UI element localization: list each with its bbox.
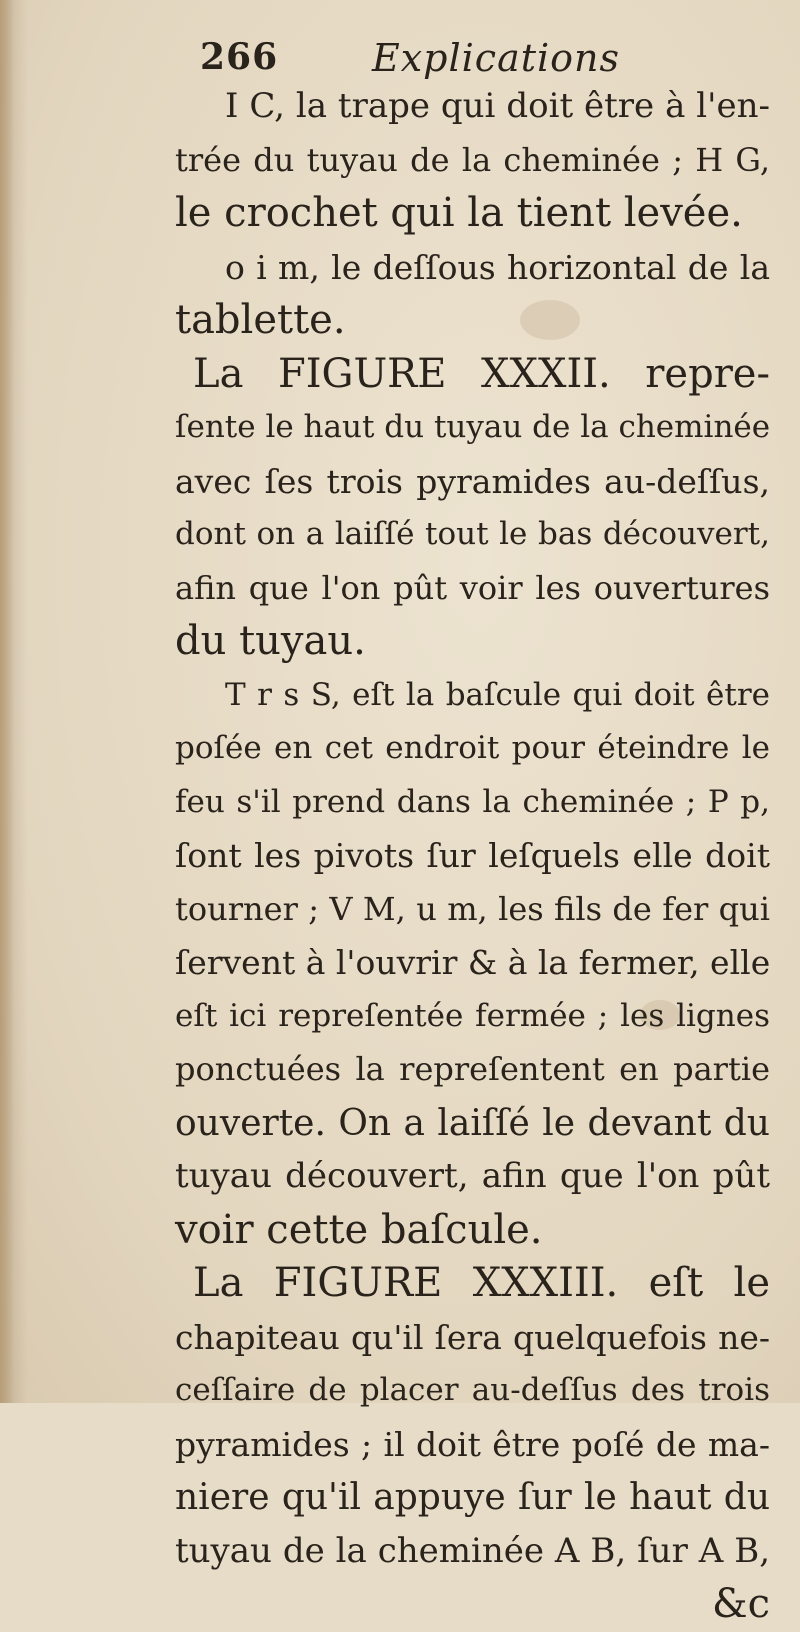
page-gutter-shadow bbox=[0, 0, 14, 1403]
figure-heading-line: La FIGURE XXXIII. eſt le bbox=[193, 1260, 770, 1306]
text-line: le crochet qui la tient levée. bbox=[175, 190, 743, 236]
text-line: tablette. bbox=[175, 297, 346, 343]
text-line: du tuyau. bbox=[175, 618, 366, 664]
text-line: eſt ici repreſentée fermée ; les lignes bbox=[175, 997, 770, 1034]
text-line: o i m, le deſſous horizontal de la bbox=[225, 247, 770, 287]
running-title: Explications bbox=[372, 36, 621, 80]
text-line: feu s'il prend dans la cheminée ; P p, bbox=[175, 783, 770, 820]
text-line: ponctuées la repreſentent en partie bbox=[175, 1050, 770, 1088]
text-line: ouverte. On a laiſſé le devant du bbox=[175, 1102, 770, 1144]
text-line: ſont les pivots ſur leſquels elle doit bbox=[175, 836, 770, 875]
text-line: voir cette baſcule. bbox=[175, 1206, 543, 1253]
text-line: tuyau découvert, afin que l'on pût bbox=[175, 1156, 770, 1196]
text-line: I C, la trape qui doit être à l'en- bbox=[225, 86, 770, 126]
catchword: &c bbox=[711, 1581, 770, 1627]
text-line: ſervent à l'ouvrir & à la fermer, elle bbox=[175, 943, 771, 982]
text-line: pyramides ; il doit être poſé de ma- bbox=[175, 1424, 770, 1464]
page-number: 266 bbox=[200, 36, 279, 78]
text-line: ſente le haut du tuyau de la cheminée bbox=[175, 409, 771, 445]
text-line: trée du tuyau de la cheminée ; H G, bbox=[175, 140, 770, 179]
text-line: ceſſaire de placer au-deſſus des trois bbox=[175, 1372, 770, 1408]
text-line: afin que l'on pût voir les ouvertures bbox=[175, 568, 770, 607]
figure-heading-line: La FIGURE XXXII. repre- bbox=[193, 350, 770, 397]
body-text bbox=[175, 80, 770, 1632]
text-line: avec ſes trois pyramides au-deſſus, bbox=[175, 461, 770, 501]
text-line: poſée en cet endroit pour éteindre le bbox=[175, 730, 770, 766]
text-line: tourner ; V M, u m, les fils de fer qui bbox=[175, 889, 770, 928]
page-header bbox=[200, 36, 760, 86]
text-line: tuyau de la cheminée A B, ſur A B, bbox=[175, 1530, 770, 1571]
text-line: chapiteau qu'il ſera quelquefois ne- bbox=[175, 1317, 770, 1357]
text-line: niere qu'il appuye ſur le haut du bbox=[175, 1477, 770, 1518]
text-line: dont on a laiſſé tout le bas découvert, bbox=[175, 516, 770, 552]
text-line: T r s S, eſt la baſcule qui doit être bbox=[225, 676, 770, 713]
